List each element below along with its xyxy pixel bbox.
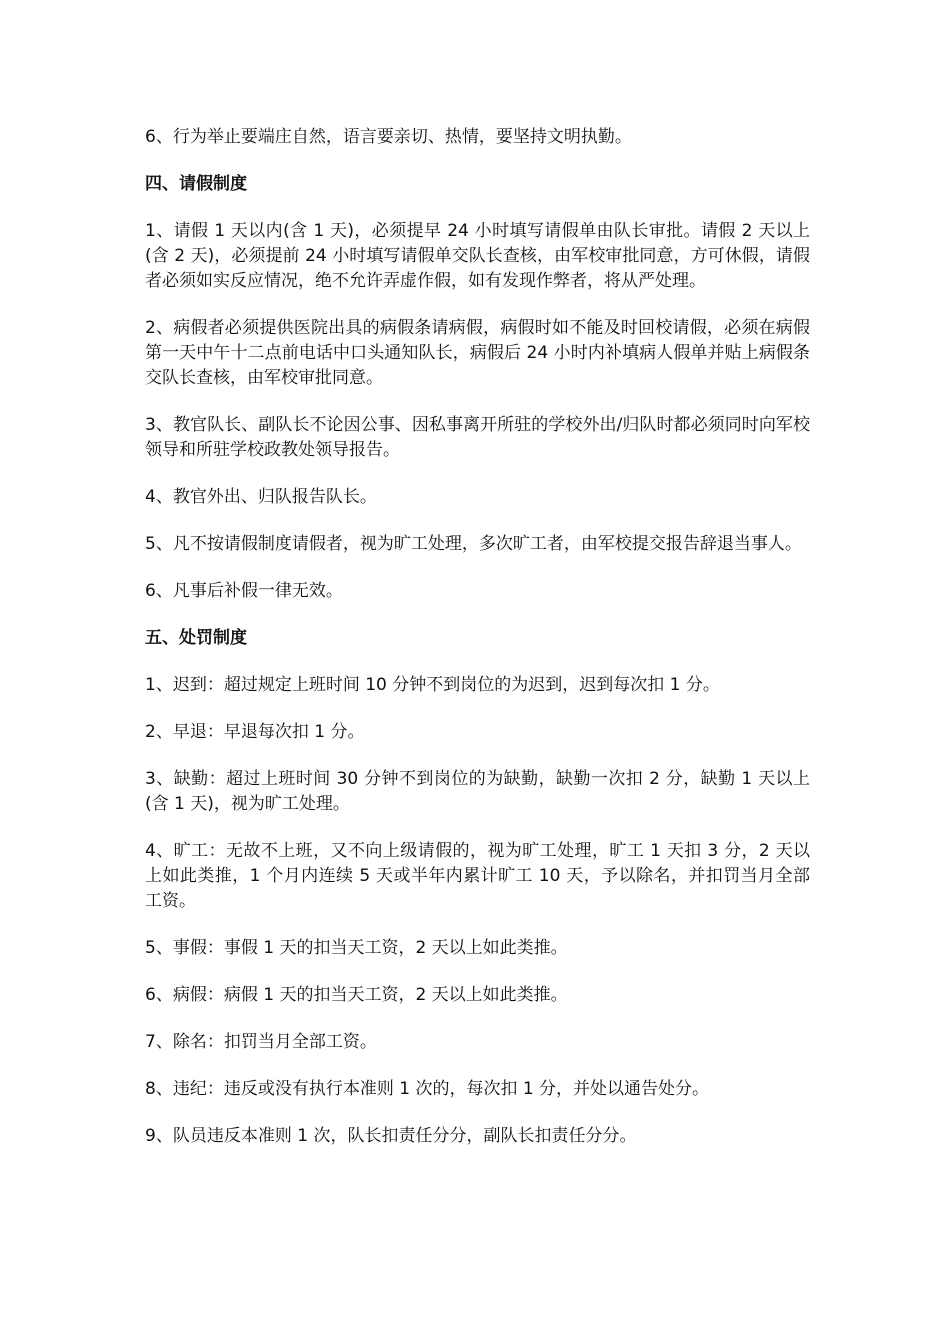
section5-item-3: 3、缺勤：超过上班时间 30 分钟不到岗位的为缺勤，缺勤一次扣 2 分，缺勤 1 天以上(含 1 天)，视为旷工处理。 xyxy=(145,769,810,814)
section4-item-2: 2、病假者必须提供医院出具的病假条请病假，病假时如不能及时回校请假，必须在病假第一天中午十二点前电话中口头通知队长，病假后 24 小时内补填病人假单并贴上病假条交队长查核，由军校审批同意。 xyxy=(145,318,810,388)
section4-item-5: 5、凡不按请假制度请假者，视为旷工处理，多次旷工者，由军校提交报告辞退当事人。 xyxy=(145,534,802,554)
section4-title: 四、请假制度 xyxy=(145,174,247,194)
section5-item-6: 6、病假：病假 1 天的扣当天工资，2 天以上如此类推。 xyxy=(145,985,568,1005)
section5-item-7: 7、除名：扣罚当月全部工资。 xyxy=(145,1032,377,1052)
section5-item-8: 8、违纪：违反或没有执行本准则 1 次的，每次扣 1 分，并处以通告处分。 xyxy=(145,1079,710,1099)
document-page xyxy=(145,125,810,1171)
section5-item-5: 5、事假：事假 1 天的扣当天工资，2 天以上如此类推。 xyxy=(145,938,568,958)
section3-item-6: 6、行为举止要端庄自然，语言要亲切、热情，要坚持文明执勤。 xyxy=(145,127,632,147)
section4-item-4: 4、教官外出、归队报告队长。 xyxy=(145,487,377,507)
section4-item-3: 3、教官队长、副队长不论因公事、因私事离开所驻的学校外出/归队时都必须同时向军校领导和所驻学校政教处领导报告。 xyxy=(145,415,810,460)
section5-item-4: 4、旷工：无故不上班，又不向上级请假的，视为旷工处理，旷工 1 天扣 3 分，2 天以上如此类推，1 个月内连续 5 天或半年内累计旷工 10 天，予以除名，并扣罚当月全部工资。 xyxy=(145,841,810,911)
section5-item-9: 9、队员违反本准则 1 次，队长扣责任分分，副队长扣责任分分。 xyxy=(145,1126,637,1146)
section5-item-1: 1、迟到：超过规定上班时间 10 分钟不到岗位的为迟到，迟到每次扣 1 分。 xyxy=(145,675,720,695)
section5-item-2: 2、早退：早退每次扣 1 分。 xyxy=(145,722,365,742)
section4-item-1: 1、请假 1 天以内(含 1 天)，必须提早 24 小时填写请假单由队长审批。请假 2 天以上(含 2 天)，必须提前 24 小时填写请假单交队长查核，由军校审批同意，方可休假，请假者必须如实反应情况，绝不允许弄虚作假，如有发现作弊者，将从严处理。 xyxy=(145,221,810,291)
section5-title: 五、处罚制度 xyxy=(145,628,247,648)
section4-item-6: 6、凡事后补假一律无效。 xyxy=(145,581,343,601)
